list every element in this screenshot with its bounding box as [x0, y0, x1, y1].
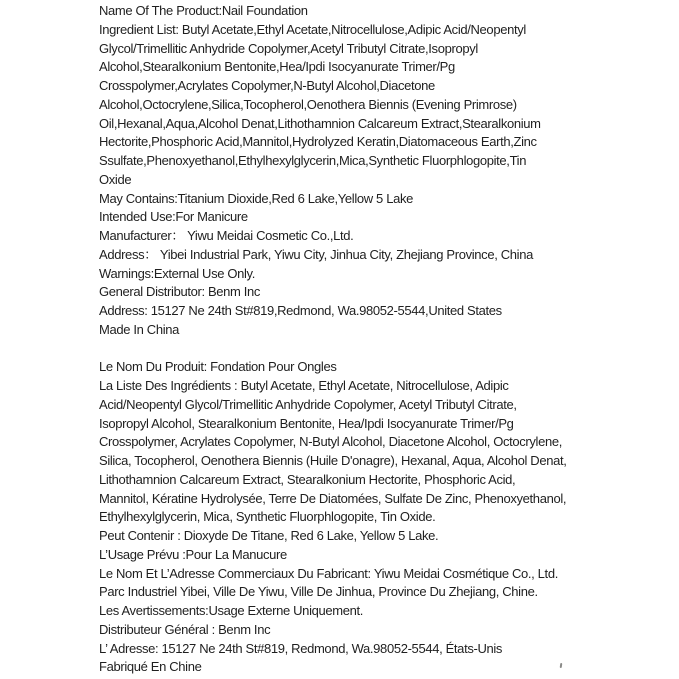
document-line: L’ Adresse: 15127 Ne 24th St#819, Redmond, Wa.98052-5544, États-Unis [99, 640, 503, 656]
document-line: Lithothamnion Calcareum Extract, Stearalkonium Hectorite, Phosphoric Acid, [99, 471, 516, 487]
document-line: Hectorite,Phosphoric Acid,Mannitol,Hydrolyzed Keratin,Diatomaceous Earth,Zinc [99, 134, 537, 150]
document-line: May Contains:Titanium Dioxide,Red 6 Lake,Yellow 5 Lake [99, 190, 413, 206]
document-line: Address： Yibei Industrial Park, Yiwu City, Jinhua City, Zhejiang Province, China [99, 246, 533, 262]
document-line: Fabriqué En Chine [99, 659, 202, 675]
document-line: Ingredient List: Butyl Acetate,Ethyl Acetate,Nitrocellulose,Adipic Acid/Neopentyl [99, 21, 526, 37]
document-line: Silica, Tocopherol, Oenothera Biennis (Huile D'onagre), Hexanal, Aqua, Alcohol Denat, [99, 453, 567, 468]
section-gap [99, 340, 659, 359]
product-label-document [99, 2, 659, 677]
document-line: Intended Use:For Manicure [99, 209, 248, 225]
document-line: Warnings:External Use Only. [99, 265, 255, 281]
document-line: Les Avertissements:Usage Externe Uniquement. [99, 603, 364, 618]
document-line: Mannitol, Kératine Hydrolysée, Terre De Diatomées, Sulfate De Zinc, Phenoxyethanol, [99, 490, 567, 506]
english-label-section [99, 2, 659, 340]
document-line: L’Usage Prévu :Pour La Manucure [99, 546, 287, 562]
document-line: Parc Industriel Yibei, Ville De Yiwu, Ville De Jinhua, Province Du Zhejiang, Chine. [99, 584, 538, 600]
document-line: La Liste Des Ingrédients : Butyl Acetate, Ethyl Acetate, Nitrocellulose, Adipic [99, 378, 509, 393]
document-line: Isopropyl Alcohol, Stearalkonium Bentonite, Hea/Ipdi Isocyanurate Trimer/Pg [99, 415, 514, 431]
document-line: Le Nom Du Produit: Fondation Pour Ongles [99, 359, 337, 375]
document-line: Name Of The Product:Nail Foundation [99, 3, 308, 18]
document-line: Acid/Neopentyl Glycol/Trimellitic Anhydride Copolymer, Acetyl Tributyl Citrate, [99, 396, 517, 412]
document-line: Alcohol,Octocrylene,Silica,Tocopherol,Oenothera Biennis (Evening Primrose) [99, 96, 517, 112]
document-line: Crosspolymer,Acrylates Copolymer,N-Butyl Alcohol,Diacetone [99, 78, 435, 93]
document-line: General Distributor: Benm Inc [99, 284, 261, 300]
document-line: Address: 15127 Ne 24th St#819,Redmond, Wa.98052-5544,United States [99, 303, 502, 318]
document-line: Distributeur Général : Benm Inc [99, 621, 271, 637]
document-line: Oil,Hexanal,Aqua,Alcohol Denat,Lithothamnion Calcareum Extract,Stearalkonium [99, 115, 541, 131]
document-line: Glycol/Trimellitic Anhydride Copolymer,Acetyl Tributyl Citrate,Isopropyl [99, 40, 478, 56]
document-line: Ethylhexylglycerin, Mica, Synthetic Fluorphlogopite, Tin Oxide. [99, 509, 436, 525]
document-line: Manufacturer： Yiwu Meidai Cosmetic Co.,Ltd. [99, 228, 354, 243]
document-line: Crosspolymer, Acrylates Copolymer, N-Butyl Alcohol, Diacetone Alcohol, Octocrylene, [99, 434, 562, 450]
french-label-section [99, 358, 659, 677]
document-line: Le Nom Et L’Adresse Commerciaux Du Fabricant: Yiwu Meidai Cosmétique Co., Ltd. [99, 565, 558, 581]
document-line: Peut Contenir : Dioxyde De Titane, Red 6 Lake, Yellow 5 Lake. [99, 528, 439, 543]
document-line: Oxide [99, 171, 132, 187]
document-line: Ssulfate,Phenoxyethanol,Ethylhexylglycerin,Mica,Synthetic Fluorphlogopite,Tin [99, 153, 527, 168]
document-line: Alcohol,Stearalkonium Bentonite,Hea/Ipdi Isocyanurate Trimer/Pg [99, 59, 455, 75]
document-line: Made In China [99, 321, 180, 337]
